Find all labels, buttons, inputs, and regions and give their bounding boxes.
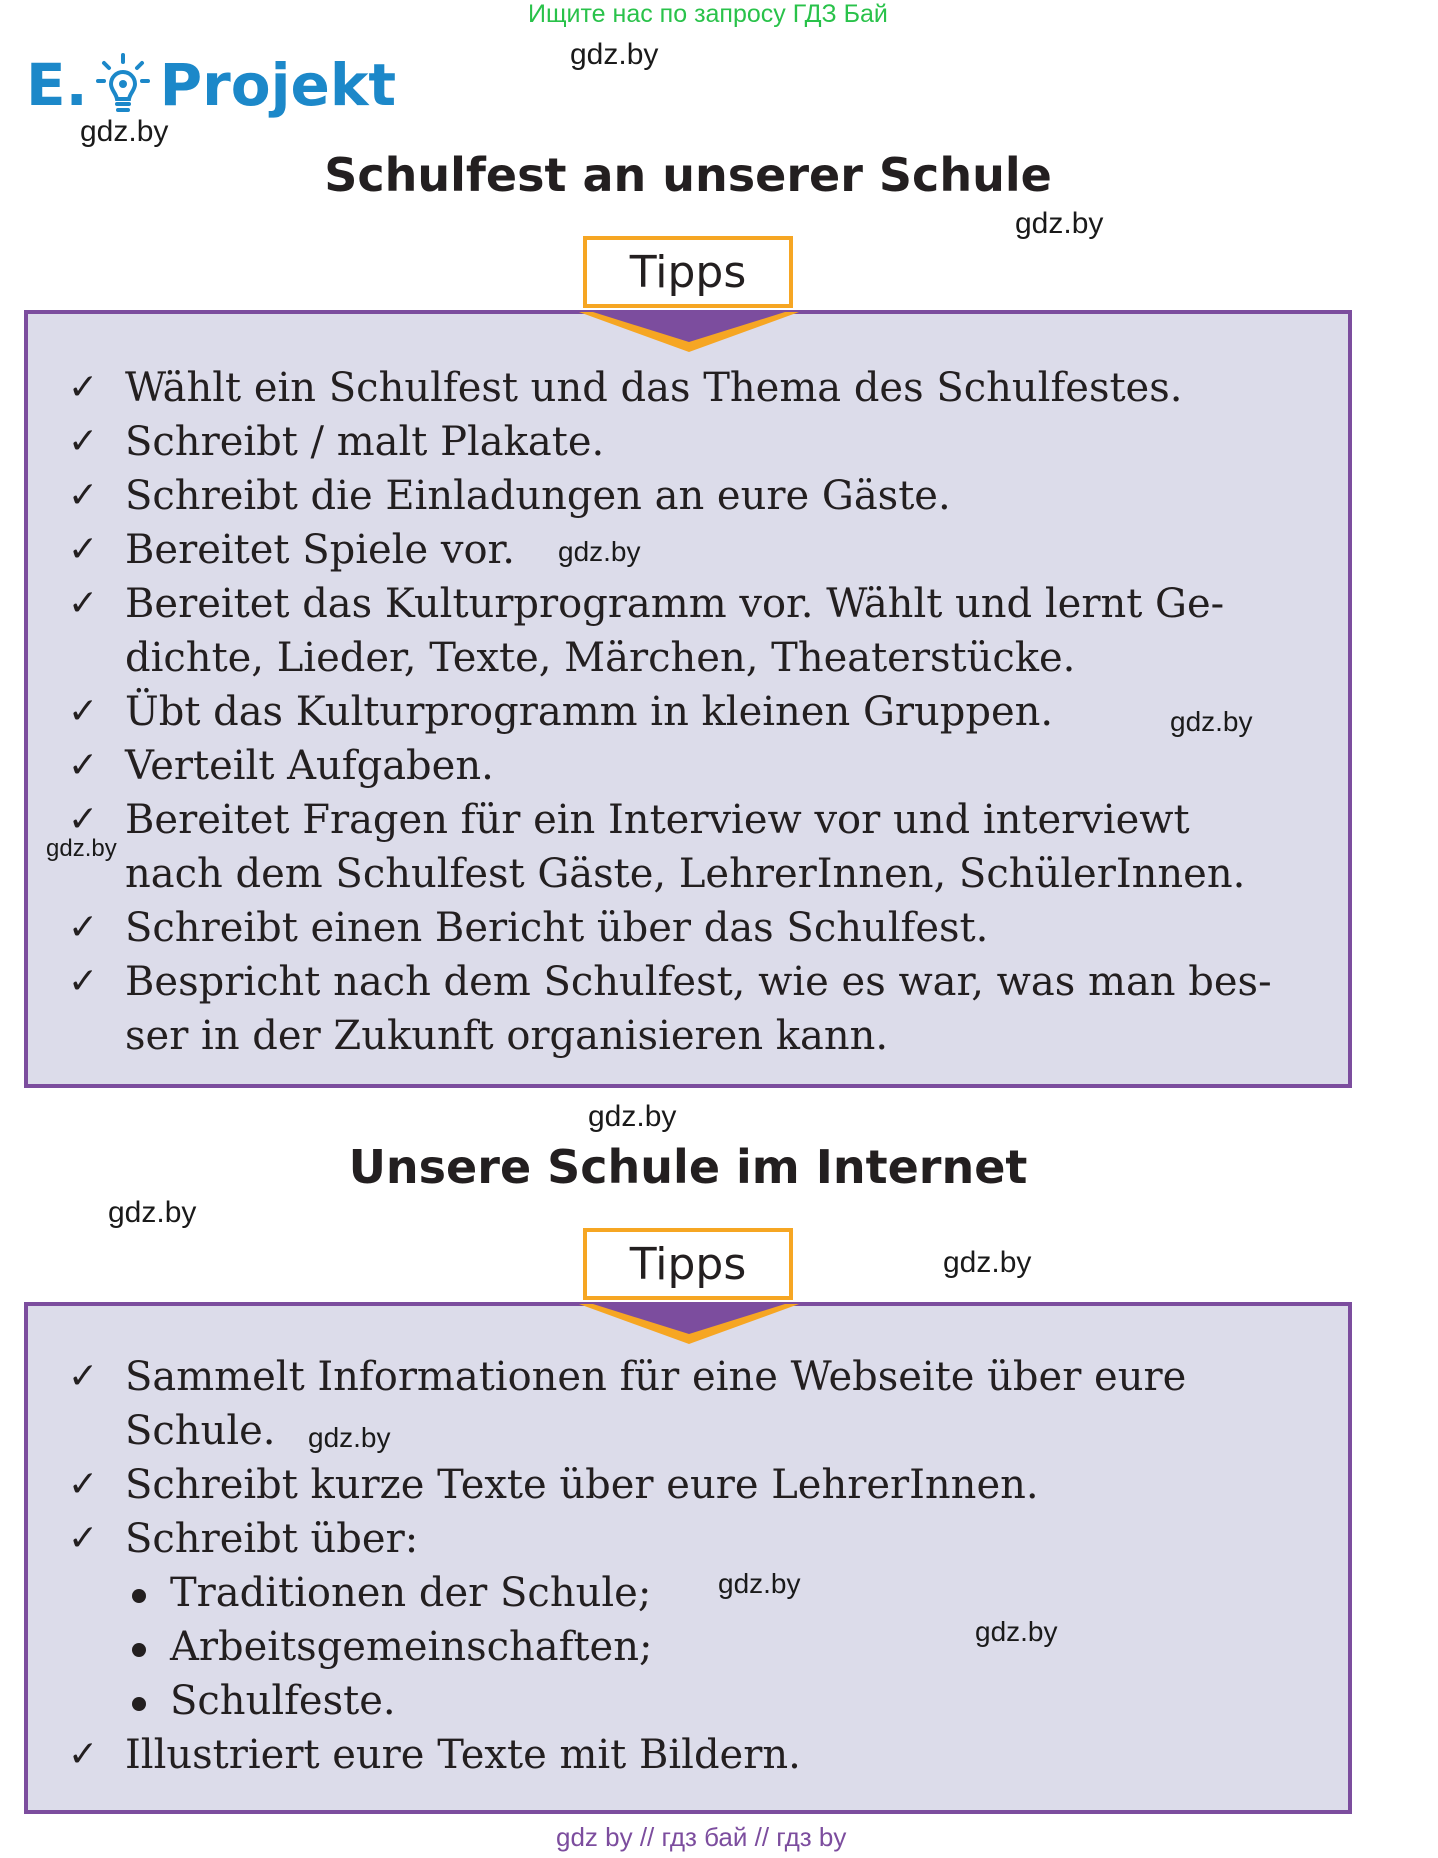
list-item: Schreibt kurze Texte über eure LehrerInnen. — [125, 1462, 1039, 1508]
list-item: Verteilt Aufgaben. — [125, 743, 494, 789]
list-item: Schreibt / malt Plakate. — [125, 419, 605, 465]
logo-word: Projekt — [159, 51, 397, 119]
check-icon: ✓ — [68, 691, 99, 732]
check-icon: ✓ — [68, 1464, 99, 1505]
watermark: gdz.by — [46, 835, 117, 862]
watermark: gdz.by — [570, 38, 659, 71]
check-icon: ✓ — [68, 1734, 99, 1775]
watermark: gdz.by — [588, 1100, 677, 1133]
watermark: gdz.by — [1015, 207, 1104, 240]
logo-prefix: E. — [26, 51, 88, 119]
check-icon: ✓ — [68, 529, 99, 570]
tipps-badge: Tipps — [583, 236, 793, 308]
watermark: gdz.by — [108, 1196, 197, 1229]
sub-list-item: Traditionen der Schule; — [170, 1570, 652, 1616]
list-item: Schreibt die Einladungen an eure Gäste. — [125, 473, 951, 519]
watermark: gdz.by — [1170, 706, 1253, 737]
bullet-icon — [132, 1643, 146, 1657]
section-title: Schulfest an unserer Schule — [324, 148, 1052, 202]
watermark: gdz.by — [718, 1568, 801, 1599]
footer-watermark: gdz by // гдз бай // гдз by — [556, 1822, 847, 1852]
list-item: Schreibt über: — [125, 1516, 419, 1562]
pointer-arrow — [579, 312, 799, 354]
project-logo — [26, 50, 396, 120]
top-banner: Ищите нас по запросу ГДЗ Бай — [528, 0, 888, 28]
bullet-icon — [132, 1697, 146, 1711]
watermark: gdz.by — [943, 1246, 1032, 1279]
check-icon: ✓ — [68, 799, 99, 840]
list-item-continuation: Schule. — [125, 1408, 276, 1454]
check-icon: ✓ — [68, 367, 99, 408]
watermark: gdz.by — [558, 536, 641, 567]
watermark: gdz.by — [308, 1422, 391, 1453]
watermark: gdz.by — [80, 115, 169, 148]
list-item-continuation: ser in der Zukunft organisieren kann. — [125, 1013, 889, 1059]
check-icon: ✓ — [68, 1356, 99, 1397]
list-item-continuation: nach dem Schulfest Gäste, LehrerInnen, SchülerInnen. — [125, 851, 1246, 897]
lightbulb-icon — [96, 53, 150, 117]
list-item: Bereitet Spiele vor. — [125, 527, 515, 573]
list-item: Übt das Kulturprogramm in kleinen Gruppen. — [125, 689, 1054, 735]
check-icon: ✓ — [68, 1518, 99, 1559]
sub-list-item: Schulfeste. — [170, 1678, 396, 1724]
check-icon: ✓ — [68, 961, 99, 1002]
bullet-icon — [132, 1589, 146, 1603]
list-item: Schreibt einen Bericht über das Schulfest. — [125, 905, 989, 951]
check-icon: ✓ — [68, 421, 99, 462]
sub-list-item: Arbeitsgemeinschaften; — [170, 1624, 653, 1670]
watermark: gdz.by — [975, 1616, 1058, 1647]
check-icon: ✓ — [68, 583, 99, 624]
list-item: Bereitet das Kulturprogramm vor. Wählt und lernt Ge- — [125, 581, 1225, 627]
section-title: Unsere Schule im Internet — [348, 1140, 1028, 1194]
pointer-arrow — [579, 1304, 799, 1346]
list-item: Illustriert eure Texte mit Bildern. — [125, 1732, 801, 1778]
list-item: Bereitet Fragen für ein Interview vor und interviewt — [125, 797, 1190, 843]
check-icon: ✓ — [68, 745, 99, 786]
tipps-badge: Tipps — [583, 1228, 793, 1300]
list-item: Sammelt Informationen für eine Webseite über eure — [125, 1354, 1187, 1400]
list-item: Bespricht nach dem Schulfest, wie es war, was man bes- — [125, 959, 1272, 1005]
check-icon: ✓ — [68, 907, 99, 948]
check-icon: ✓ — [68, 475, 99, 516]
list-item: Wählt ein Schulfest und das Thema des Schulfestes. — [125, 365, 1183, 411]
list-item-continuation: dichte, Lieder, Texte, Märchen, Theaterstücke. — [125, 635, 1076, 681]
